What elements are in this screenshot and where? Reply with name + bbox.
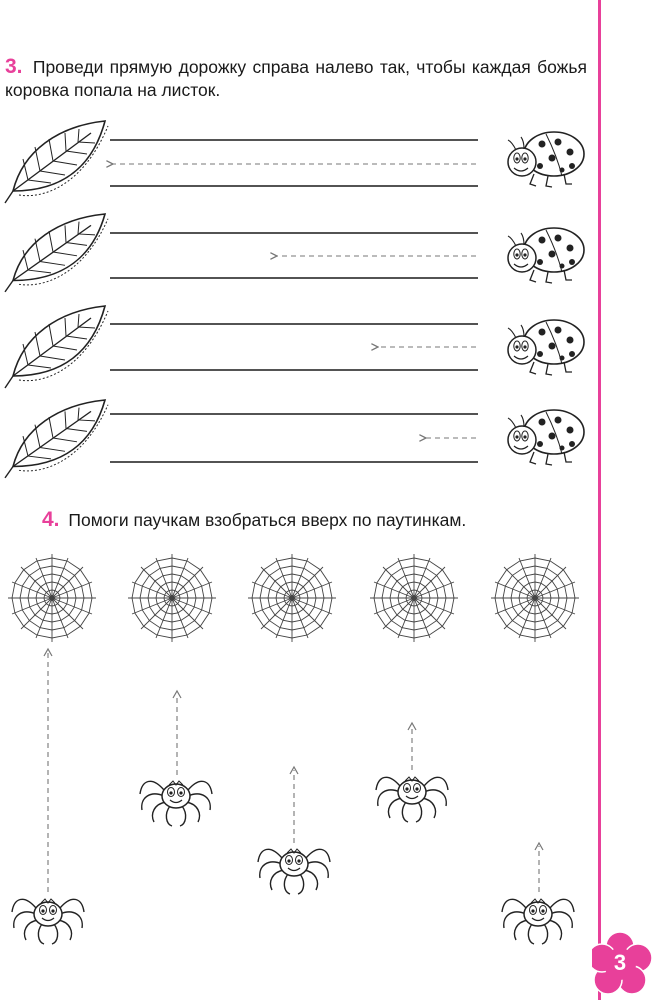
spider-web-icon [248, 554, 336, 642]
ladybug-icon [508, 132, 584, 187]
leaf-row-2 [5, 214, 584, 292]
leaf-icon [5, 121, 108, 203]
task-3-text: Проведи прямую дорожку справа налево так, чтобы каждая божья коровка попала на листок. [5, 57, 587, 100]
page-number-badge [592, 932, 656, 1000]
spider-web-icon [370, 554, 458, 642]
task-4-number: 4. [42, 508, 60, 531]
leaf-icon [5, 306, 108, 388]
spider-icon [12, 899, 84, 944]
spider-web-icon [128, 554, 216, 642]
spider-arrowheads [44, 649, 543, 850]
task-3-number: 3. [5, 55, 23, 78]
leaf-row-4 [5, 400, 584, 478]
spider-icon [376, 777, 448, 822]
ladybug-icon [508, 410, 584, 465]
leaf-icon [5, 400, 108, 478]
ladybug-icon [508, 320, 584, 375]
task-4-text: Помоги паучкам взобраться вверх по паутинкам. [68, 510, 467, 530]
leaf-icon [5, 214, 108, 292]
spider-web-icon [491, 554, 579, 642]
leaf-row-1 [5, 121, 584, 203]
webs-row [8, 554, 579, 642]
ladybug-icon [508, 228, 584, 283]
spider-icon [258, 849, 330, 894]
spider-icon [140, 781, 212, 826]
leaf-row-3 [5, 306, 584, 388]
spider-icon [502, 899, 574, 944]
spider-web-icon [8, 554, 96, 642]
page-number: 3 [613, 950, 627, 975]
